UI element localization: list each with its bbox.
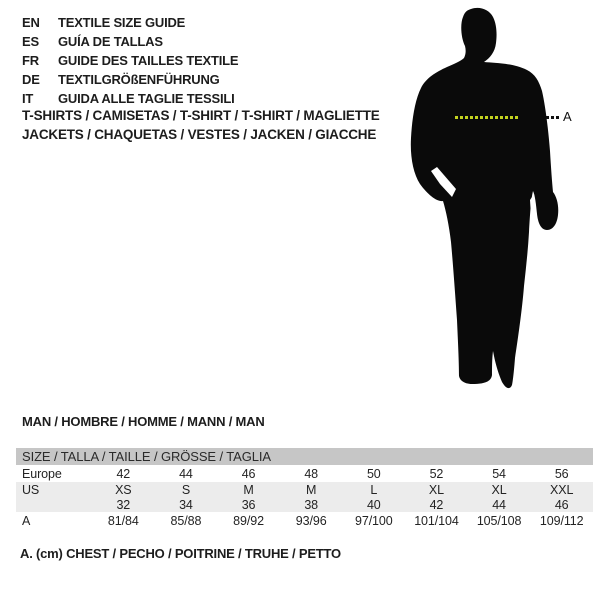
row-label: [16, 497, 92, 512]
man-silhouette-icon: [400, 5, 580, 395]
row-label: US: [16, 482, 92, 497]
language-row-es: [22, 32, 238, 51]
table-cell: S: [155, 482, 218, 497]
language-title-list: [22, 13, 238, 108]
table-cell: 38: [280, 497, 343, 512]
language-title: TEXTILE SIZE GUIDE: [58, 15, 186, 30]
language-code: FR: [22, 53, 39, 68]
table-cell: 89/92: [233, 513, 264, 528]
table-cell: 97/100: [354, 513, 393, 528]
section-title-man: MAN / HOMBRE / HOMME / MANN / MAN: [22, 414, 265, 429]
table-cell: XL: [468, 482, 531, 497]
table-row-europe: [16, 465, 593, 482]
category-tshirts: T-SHIRTS / CAMISETAS / T-SHIRT / T-SHIRT / MAGLIETTE: [22, 108, 380, 123]
table-row-us: [16, 482, 593, 497]
table-cell: M: [280, 482, 343, 497]
size-table-header: SIZE / TALLA / TAILLE / GRÖSSE / TAGLIA: [16, 448, 593, 465]
row-label: A: [22, 513, 31, 528]
table-cell: 85/88: [170, 513, 202, 528]
table-row-chest-cm: [16, 512, 593, 529]
table-cell: XS: [92, 482, 155, 497]
language-code: EN: [22, 15, 40, 30]
table-cell: 44: [468, 497, 531, 512]
table-cell: XXL: [530, 482, 593, 497]
language-title: TEXTILGRÖßENFÜHRUNG: [58, 72, 220, 87]
chest-measure-dashes-inner: [455, 116, 518, 119]
language-code: IT: [22, 91, 34, 106]
table-cell: 32: [92, 497, 155, 512]
category-jackets: JACKETS / CHAQUETAS / VESTES / JACKEN / GIACCHE: [22, 127, 377, 142]
table-cell: 81/84: [107, 513, 139, 528]
size-table: [16, 448, 593, 529]
row-label: Europe: [22, 466, 62, 481]
table-cell: 44: [179, 466, 193, 481]
table-row-us-numeric: [16, 497, 593, 512]
table-cell: L: [343, 482, 406, 497]
table-cell: M: [217, 482, 280, 497]
language-title: GUIDE DES TAILLES TEXTILE: [58, 53, 239, 68]
table-cell: 48: [304, 466, 319, 481]
table-cell: 56: [554, 466, 569, 481]
table-cell: 109/112: [539, 513, 584, 528]
garment-categories: [22, 106, 380, 144]
table-cell: 34: [155, 497, 218, 512]
chest-measure-dashes-outer: [546, 116, 561, 119]
table-cell: 36: [217, 497, 280, 512]
table-cell: 54: [492, 466, 506, 481]
table-cell: 105/108: [476, 513, 522, 528]
table-cell: 46: [530, 497, 593, 512]
language-title: GUIDA ALLE TAGLIE TESSILI: [58, 91, 235, 106]
table-cell: XL: [405, 482, 468, 497]
table-cell: 50: [366, 466, 381, 481]
language-code: DE: [22, 72, 40, 87]
table-cell: 42: [116, 466, 131, 481]
table-cell: 40: [343, 497, 406, 512]
language-row-en: [22, 13, 238, 32]
measurement-a-label: A: [563, 109, 572, 124]
language-code: ES: [22, 34, 39, 49]
table-cell: 93/96: [295, 513, 327, 528]
language-row-de: [22, 70, 238, 89]
language-row-fr: [22, 51, 238, 70]
table-cell: 101/104: [414, 513, 459, 528]
table-cell: 42: [405, 497, 468, 512]
language-title: GUÍA DE TALLAS: [58, 34, 163, 49]
table-cell: 46: [241, 466, 256, 481]
table-cell: 52: [429, 466, 444, 481]
measurement-footnote: A. (cm) CHEST / PECHO / POITRINE / TRUHE / PETTO: [20, 546, 341, 561]
